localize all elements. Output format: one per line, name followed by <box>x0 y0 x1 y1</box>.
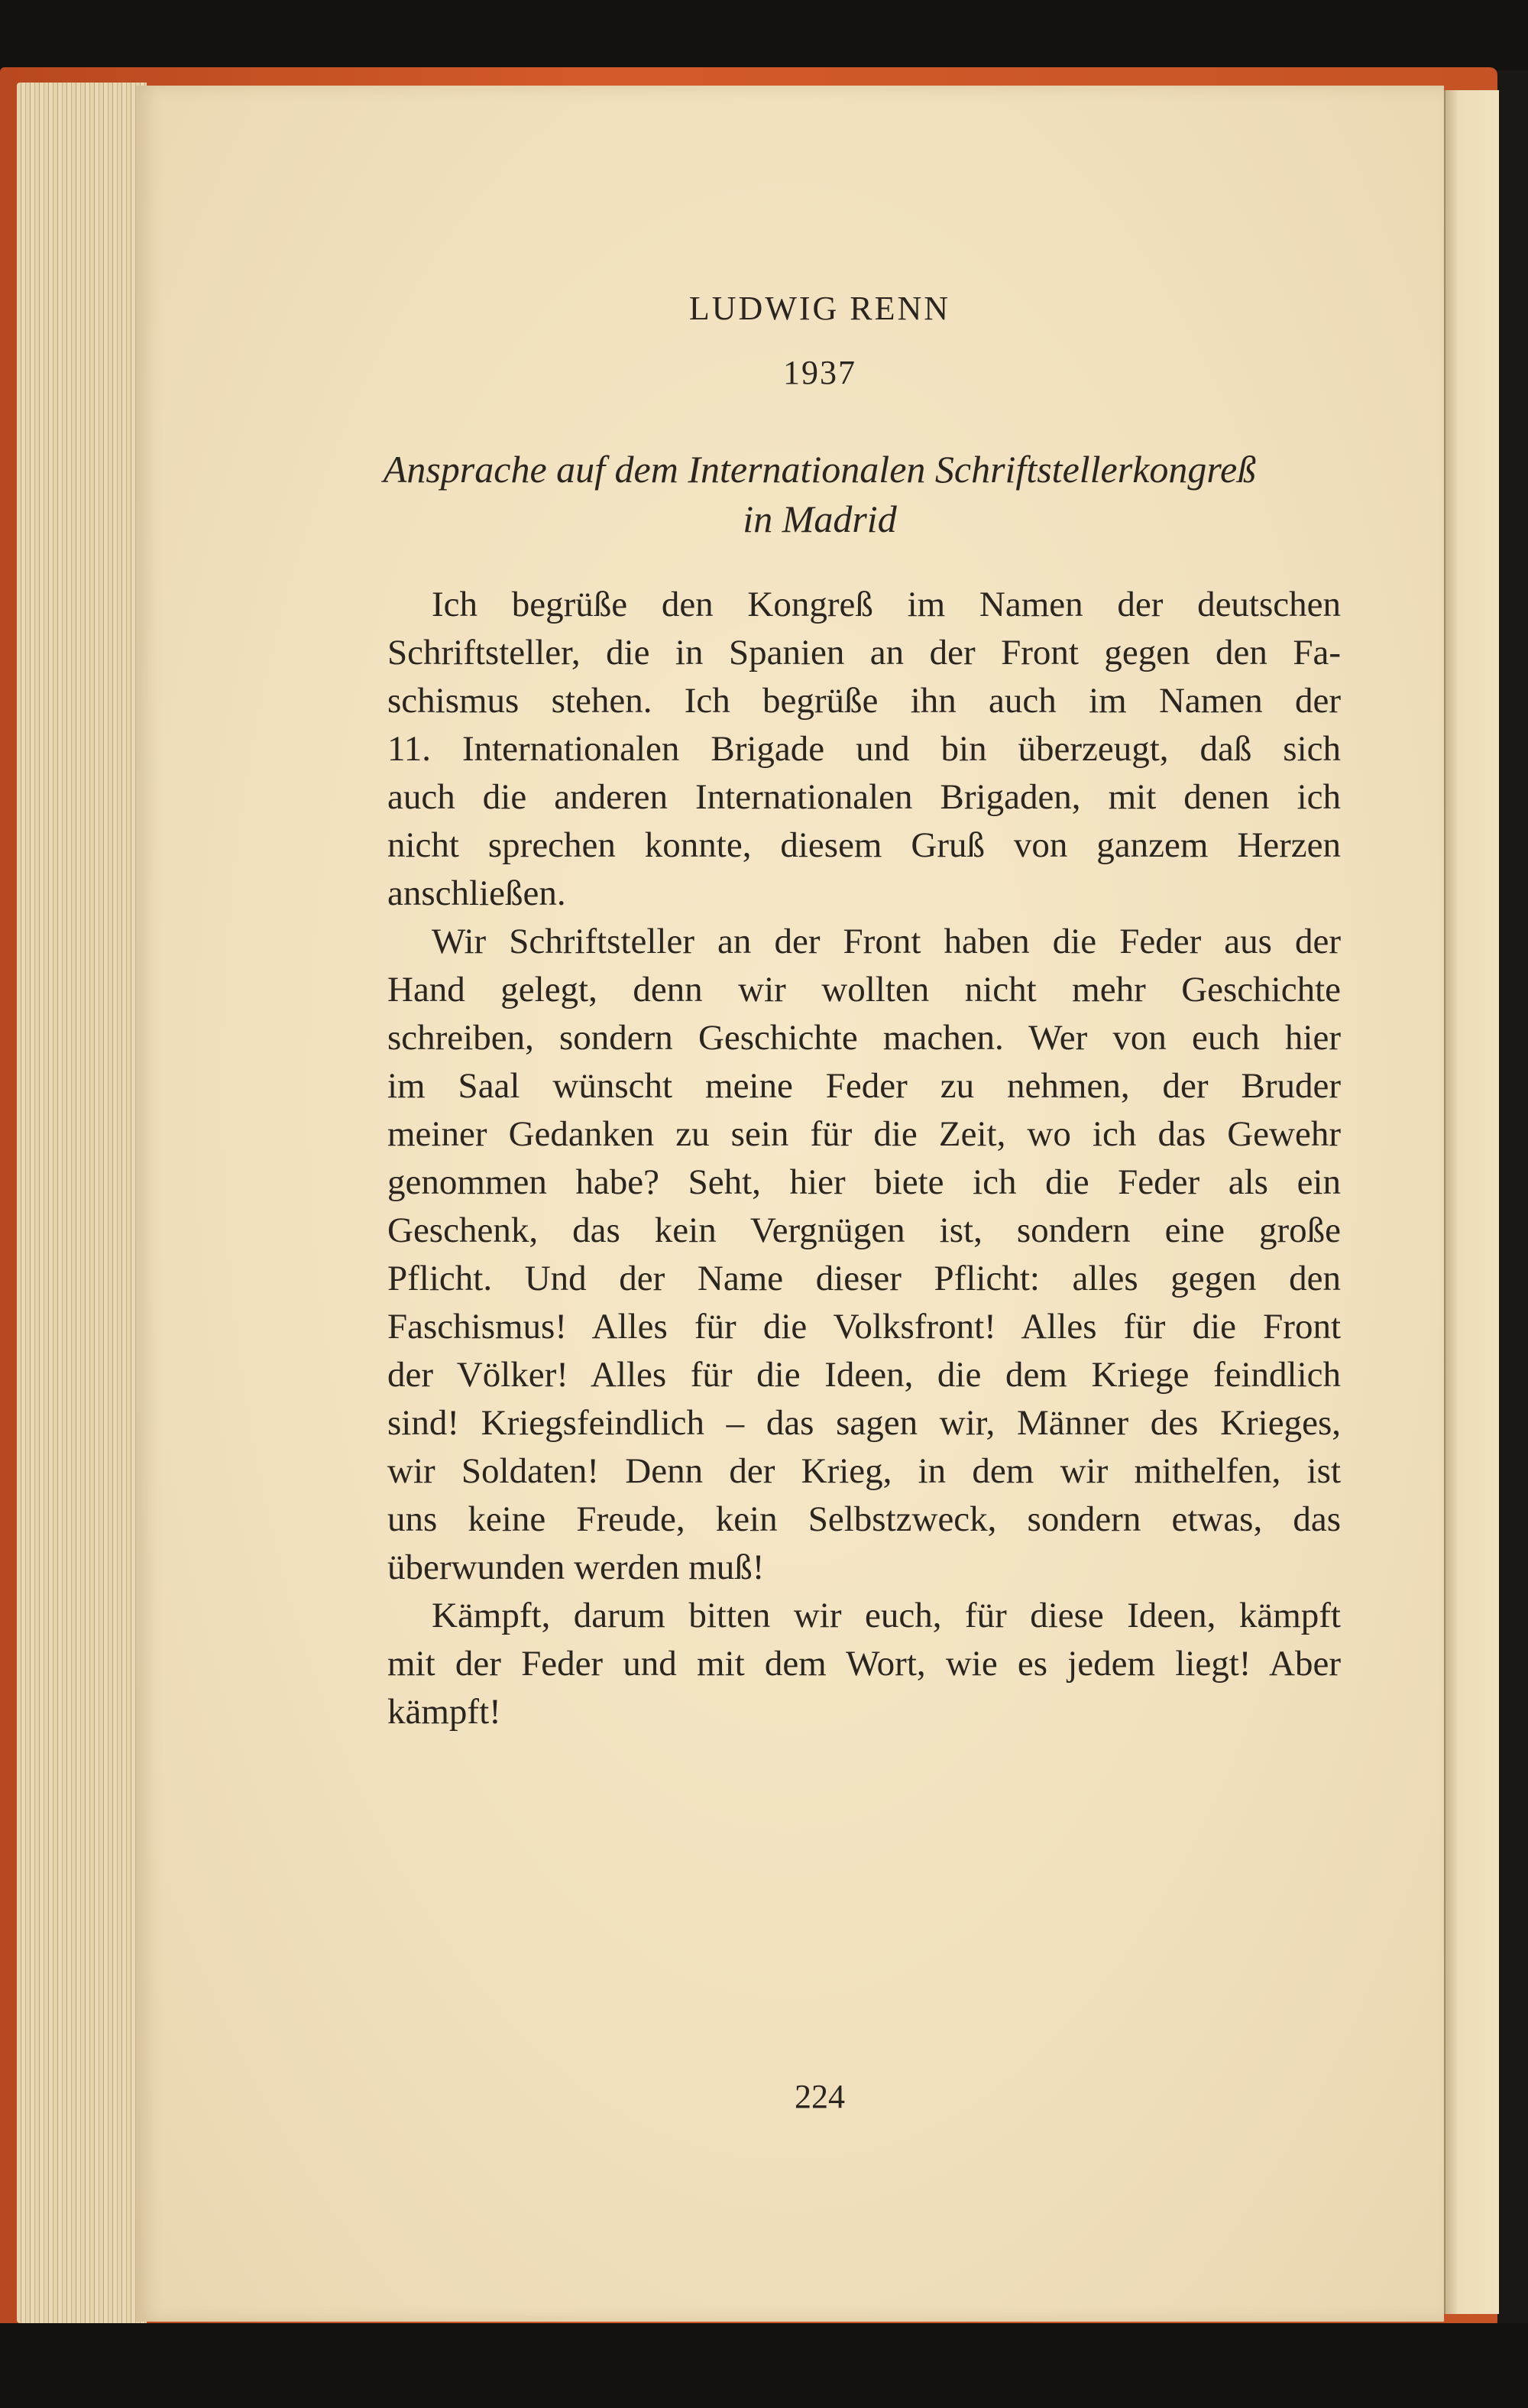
text-line: schismus stehen. Ich begrüße ihn auch im Namen der <box>387 681 1341 721</box>
chapter-title-line-2: in Madrid <box>743 497 897 540</box>
text-line: Wir Schriftsteller an der Front haben die Feder aus der <box>432 922 1341 961</box>
text-line: Schriftsteller, die in Spanien an der Front gegen den Fa- <box>387 633 1341 672</box>
next-page-edge <box>1444 90 1499 2314</box>
text-line: meiner Gedanken zu sein für die Zeit, wo ich das Gewehr <box>387 1114 1341 1154</box>
text-line: auch die anderen Internationalen Brigaden, mit denen ich <box>387 777 1341 817</box>
text-line: kämpft! <box>387 1692 501 1732</box>
body-text <box>387 581 1341 1736</box>
text-line: wir Soldaten! Denn der Krieg, in dem wir mithelfen, ist <box>387 1451 1341 1491</box>
running-head-author: LUDWIG RENN <box>688 290 951 327</box>
text-line: Pflicht. Und der Name dieser Pflicht: alles gegen den <box>387 1259 1341 1298</box>
chapter-title-line-1: Ansprache auf dem Internationalen Schriftstellerkongreß <box>383 448 1257 491</box>
text-line: Ich begrüße den Kongreß im Namen der deutschen <box>432 585 1341 624</box>
text-line: Kämpft, darum bitten wir euch, für diese Ideen, kämpft <box>432 1596 1341 1635</box>
text-line: überwunden werden muß! <box>387 1548 765 1587</box>
text-line: anschließen. <box>387 873 566 913</box>
running-head-year: 1937 <box>783 354 856 391</box>
text-line: genommen habe? Seht, hier biete ich die Feder als ein <box>387 1162 1341 1202</box>
scanner-background-top <box>0 0 1528 70</box>
text-line: nicht sprechen konnte, diesem Gruß von ganzem Herzen <box>387 825 1341 865</box>
text-line: 11. Internationalen Brigade und bin überzeugt, daß sich <box>387 729 1341 769</box>
text-line: Geschenk, das kein Vergnügen ist, sondern eine große <box>387 1210 1341 1250</box>
text-line: Faschismus! Alles für die Volksfront! Alles für die Front <box>387 1307 1341 1347</box>
text-line: mit der Feder und mit dem Wort, wie es jedem liegt! Aber <box>387 1644 1341 1684</box>
text-line: uns keine Freude, kein Selbstzweck, sondern etwas, das <box>387 1499 1341 1539</box>
page-edges-stack <box>17 83 147 2323</box>
text-line: Hand gelegt, denn wir wollten nicht mehr Geschichte <box>387 970 1341 1010</box>
text-line: im Saal wünscht meine Feder zu nehmen, der Bruder <box>387 1066 1341 1106</box>
scanner-background-bottom <box>0 2323 1528 2408</box>
text-line: sind! Kriegsfeindlich – das sagen wir, Männer des Krieges, <box>387 1403 1341 1443</box>
page-number: 224 <box>795 2078 845 2115</box>
text-line: schreiben, sondern Geschichte machen. Wer von euch hier <box>387 1018 1341 1058</box>
text-line: der Völker! Alles für die Ideen, die dem Kriege feindlich <box>387 1355 1341 1395</box>
